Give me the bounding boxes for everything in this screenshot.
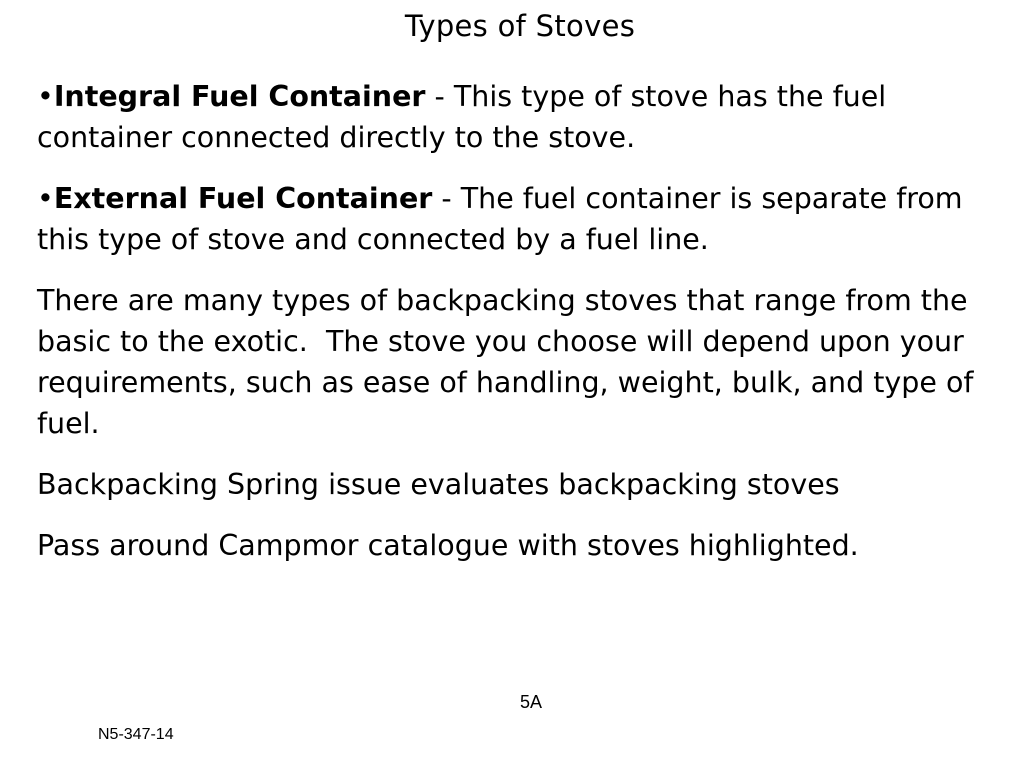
bullet-integral-fuel-container [37, 76, 997, 158]
bullet-text: - The fuel container is separate from this type of stove and connected by a fuel line. [37, 182, 963, 256]
paragraph-spring-issue: Backpacking Spring issue evaluates backpacking stoves [37, 468, 840, 501]
bullet-term: Integral Fuel Container [53, 80, 426, 113]
paragraph-campmor-catalogue: Pass around Campmor catalogue with stoves highlighted. [37, 529, 859, 562]
bullet-marker: • [37, 182, 54, 215]
slide-number: 5A [520, 692, 543, 712]
bullet-text: - This type of stove has the fuel container connected directly to the stove. [37, 80, 887, 154]
slide-title: Types of Stoves [404, 9, 636, 43]
document-code: N5-347-14 [98, 726, 174, 743]
bullet-external-fuel-container [37, 178, 997, 260]
slide-body [37, 76, 997, 586]
bullet-marker: • [37, 80, 54, 113]
paragraph-stove-types: There are many types of backpacking stoves that range from the basic to the exotic. The stove you choose will depend upon your requirements, such as ease of handling, weight, bulk, and type of fuel. [37, 284, 983, 440]
bullet-term: External Fuel Container [53, 182, 433, 215]
